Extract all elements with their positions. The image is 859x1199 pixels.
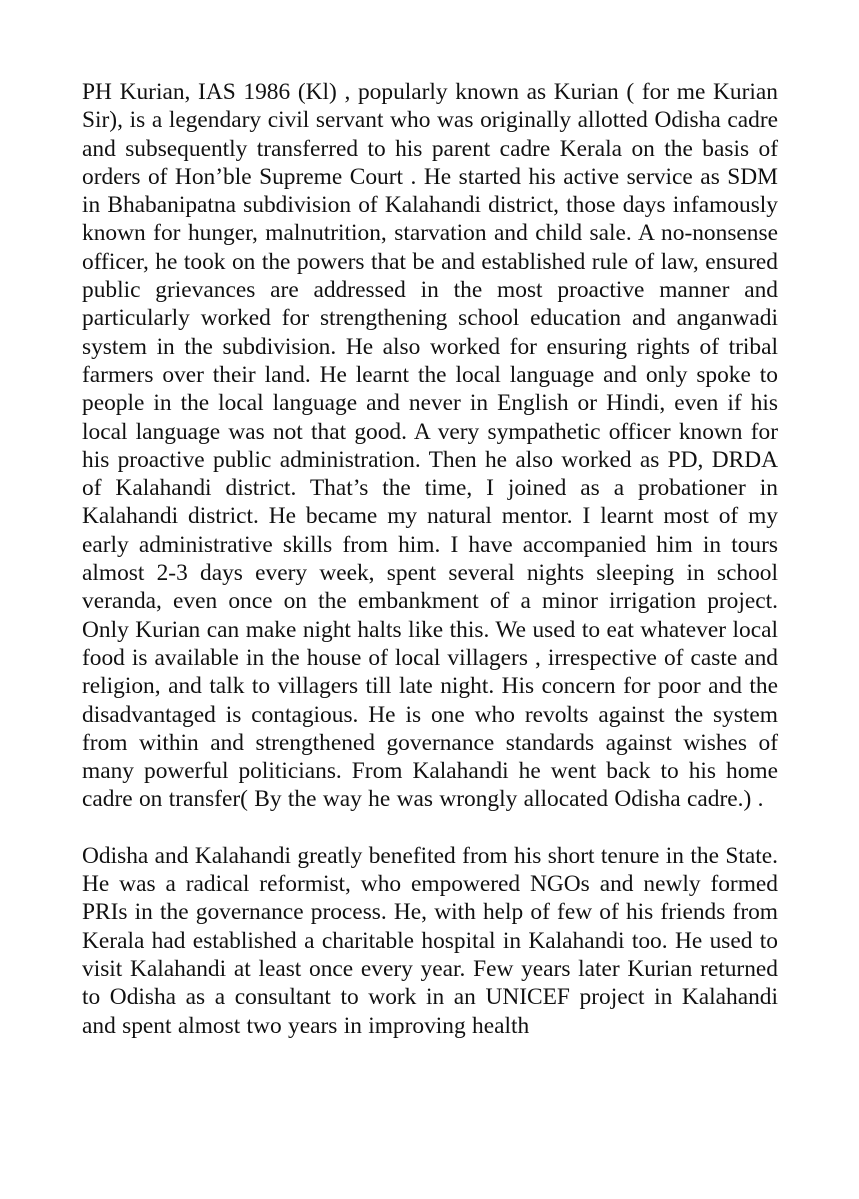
paragraph-1: PH Kurian, IAS 1986 (Kl) , popularly known as Kurian ( for me Kurian Sir), is a legendary civil servant who was originally allotted Odisha cadre and subsequently transferred to his parent cadre Kerala on the basis of orders of Hon’ble Supreme Court . He started his active service as SDM in Bhabanipatna subdivision of Kalahandi district, those days infamously known for hunger, malnutrition, starvation and child sale. A no-nonsense officer, he took on the powers that be and established rule of law, ensured public grievances are addressed in the most proactive manner and particularly worked for strengthening school education and anganwadi system in the subdivision. He also worked for ensuring rights of tribal farmers over their land. He learnt the local language and only spoke to people in the local language and never in English or Hindi, even if his local language was not that good. A very sympathetic officer known for his proactive public administration. Then he also worked as PD, DRDA of Kalahandi district. That’s the time, I joined as a probationer in Kalahandi district. He became my natural mentor. I learnt most of my early administrative skills from him. I have accompanied him in tours almost 2-3 days every week, spent several nights sleeping in school veranda, even once on the embankment of a minor irrigation project. Only Kurian can make night halts like this. We used to eat whatever local food is available in the house of local villagers , irrespective of caste and religion, and talk to villagers till late night. His concern for poor and the disadvantaged is contagious. He is one who revolts against the system from within and strengthened governance standards against wishes of many powerful politicians. From Kalahandi he went back to his home cadre on transfer( By the way he was wrongly allocated Odisha cadre.) . bbox=[82, 79, 778, 813]
document-page bbox=[82, 78, 778, 1040]
paragraph-2: Odisha and Kalahandi greatly benefited from his short tenure in the State. He was a radical reformist, who empowered NGOs and newly formed PRIs in the governance process. He, with help of few of his friends from Kerala had established a charitable hospital in Kalahandi too. He used to visit Kalahandi at least once every year. Few years later Kurian returned to Odisha as a consultant to work in an UNICEF project in Kalahandi and spent almost two years in improving health bbox=[82, 842, 778, 1039]
